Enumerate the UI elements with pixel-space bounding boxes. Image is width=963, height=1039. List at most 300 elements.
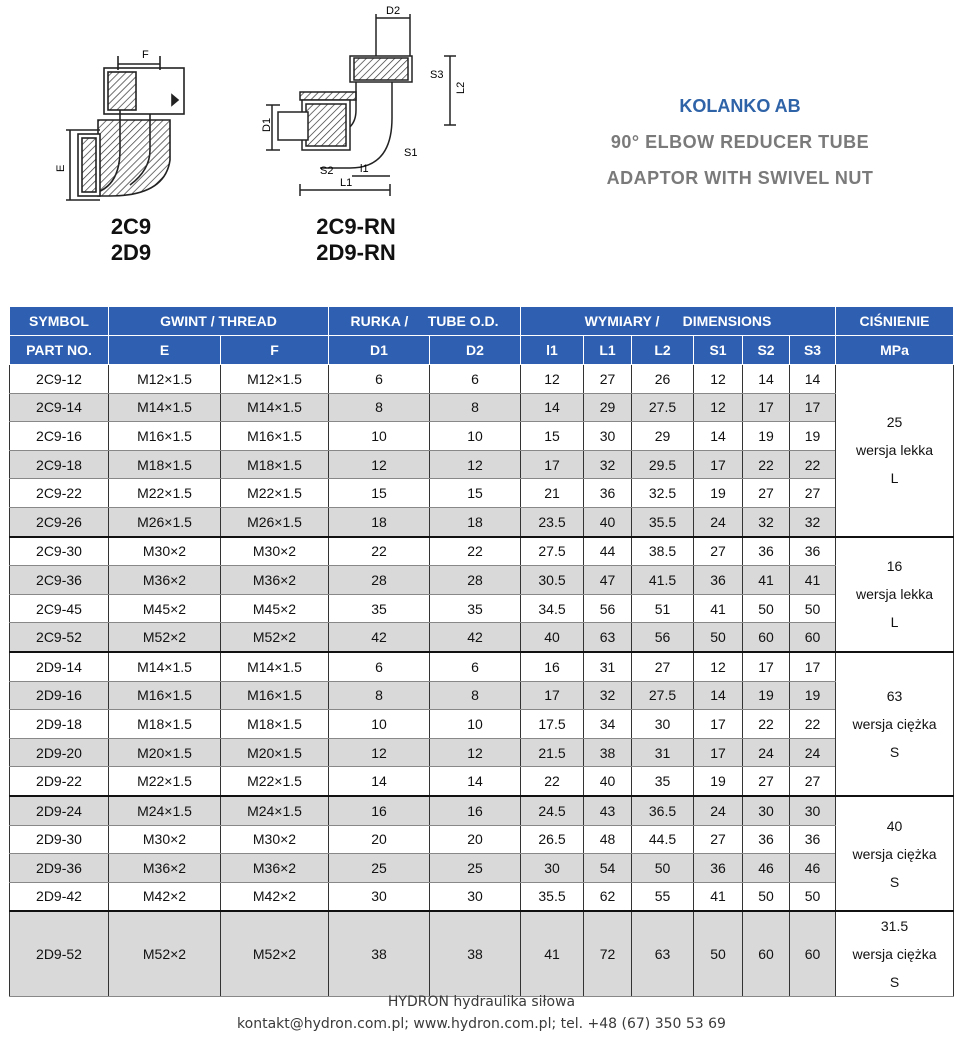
model-a-1: 2C9	[110, 214, 152, 239]
cell-dim-s1: 36	[694, 854, 743, 883]
spec-table	[9, 306, 954, 997]
cell-dim-l2: 44.5	[632, 825, 694, 854]
cell-dim-s1: 17	[694, 710, 743, 739]
table-row	[10, 623, 954, 652]
cell-dim-s1: 19	[694, 479, 743, 508]
cell-tube-d2: 30	[430, 882, 521, 911]
table-row	[10, 825, 954, 854]
cell-dim-l1-small: 21	[521, 479, 584, 508]
table-row	[10, 594, 954, 623]
cell-tube-d1: 22	[329, 537, 430, 566]
header-f: F	[221, 336, 329, 365]
cell-dim-s3: 22	[790, 710, 836, 739]
cell-dim-s2: 60	[743, 623, 790, 652]
cell-part-no: 2C9-14	[10, 393, 109, 422]
table-row	[10, 450, 954, 479]
label-e: E	[55, 164, 67, 172]
header-tube: RURKA / TUBE O.D.	[329, 307, 521, 336]
header-symbol: SYMBOL	[10, 307, 109, 336]
cell-dim-s1: 27	[694, 825, 743, 854]
pressure-code: L	[890, 614, 899, 631]
cell-dim-s3: 50	[790, 594, 836, 623]
cell-dim-l2: 51	[632, 594, 694, 623]
cell-tube-d2: 20	[430, 825, 521, 854]
cell-dim-l2: 41.5	[632, 566, 694, 595]
cell-dim-s3: 46	[790, 854, 836, 883]
cell-dim-l1: 29	[584, 393, 632, 422]
cell-tube-d2: 42	[430, 623, 521, 652]
cell-tube-d1: 10	[329, 422, 430, 451]
cell-dim-s2: 32	[743, 507, 790, 536]
cell-dim-l2: 27	[632, 652, 694, 681]
table-row	[10, 738, 954, 767]
cell-dim-l1: 72	[584, 911, 632, 997]
cell-tube-d1: 35	[329, 594, 430, 623]
cell-dim-l1: 40	[584, 507, 632, 536]
title-line-1: KOLANKO AB	[679, 96, 801, 116]
pressure-variant: wersja lekka	[856, 442, 934, 459]
cell-tube-d1: 25	[329, 854, 430, 883]
cell-dim-l1: 32	[584, 681, 632, 710]
cell-dim-l1-small: 41	[521, 911, 584, 997]
cell-tube-d2: 14	[430, 767, 521, 796]
cell-thread-f: M16×1.5	[221, 681, 329, 710]
cell-dim-l1: 43	[584, 796, 632, 825]
cell-thread-e: M42×2	[109, 882, 221, 911]
cell-dim-s3: 17	[790, 652, 836, 681]
drawing-2c9	[66, 56, 184, 200]
cell-dim-s3: 27	[790, 479, 836, 508]
cell-dim-l1: 63	[584, 623, 632, 652]
cell-part-no: 2D9-18	[10, 710, 109, 739]
pressure-variant: wersja ciężka	[852, 845, 937, 862]
model-a-2: 2D9	[110, 240, 152, 265]
cell-tube-d1: 14	[329, 767, 430, 796]
cell-tube-d2: 16	[430, 796, 521, 825]
cell-dim-l1-small: 17	[521, 681, 584, 710]
cell-tube-d2: 25	[430, 854, 521, 883]
header-row-1	[10, 307, 954, 336]
cell-dim-l1: 44	[584, 537, 632, 566]
cell-dim-l2: 35	[632, 767, 694, 796]
cell-dim-l1-small: 24.5	[521, 796, 584, 825]
cell-part-no: 2D9-16	[10, 681, 109, 710]
cell-tube-d2: 10	[430, 710, 521, 739]
cell-tube-d1: 18	[329, 507, 430, 536]
cell-dim-l1: 30	[584, 422, 632, 451]
cell-dim-l2: 32.5	[632, 479, 694, 508]
header-d2: D2	[430, 336, 521, 365]
cell-part-no: 2C9-16	[10, 422, 109, 451]
cell-dim-s2: 50	[743, 594, 790, 623]
cell-thread-f: M52×2	[221, 911, 329, 997]
cell-thread-f: M52×2	[221, 623, 329, 652]
cell-thread-e: M22×1.5	[109, 479, 221, 508]
cell-dim-s2: 36	[743, 825, 790, 854]
cell-dim-s2: 50	[743, 882, 790, 911]
cell-tube-d2: 15	[430, 479, 521, 508]
pressure-value: 63	[886, 687, 903, 704]
cell-part-no: 2D9-52	[10, 911, 109, 997]
label-s1: S1	[404, 147, 418, 159]
cell-dim-l1-small: 17	[521, 450, 584, 479]
cell-part-no: 2D9-42	[10, 882, 109, 911]
cell-dim-l1: 32	[584, 450, 632, 479]
cell-dim-s1: 14	[694, 422, 743, 451]
cell-dim-s3: 17	[790, 393, 836, 422]
cell-part-no: 2C9-52	[10, 623, 109, 652]
cell-thread-f: M30×2	[221, 825, 329, 854]
cell-dim-s3: 27	[790, 767, 836, 796]
cell-dim-l2: 50	[632, 854, 694, 883]
cell-dim-l1: 48	[584, 825, 632, 854]
cell-dim-s2: 17	[743, 393, 790, 422]
header-dimensions: WYMIARY / DIMENSIONS	[521, 307, 836, 336]
pressure-variant: wersja ciężka	[852, 715, 937, 732]
cell-dim-l1-small: 40	[521, 623, 584, 652]
cell-part-no: 2C9-45	[10, 594, 109, 623]
cell-dim-s2: 22	[743, 450, 790, 479]
header-s2: S2	[743, 336, 790, 365]
label-s2: S2	[320, 165, 334, 177]
cell-dim-l2: 55	[632, 882, 694, 911]
cell-tube-d2: 18	[430, 507, 521, 536]
cell-dim-l1-small: 23.5	[521, 507, 584, 536]
cell-thread-e: M30×2	[109, 537, 221, 566]
cell-thread-f: M22×1.5	[221, 767, 329, 796]
pressure-group	[836, 911, 954, 997]
cell-dim-s2: 46	[743, 854, 790, 883]
pressure-code: S	[889, 743, 900, 760]
cell-tube-d1: 10	[329, 710, 430, 739]
cell-dim-s3: 19	[790, 681, 836, 710]
cell-tube-d1: 30	[329, 882, 430, 911]
elbow-drawings-icon	[0, 0, 540, 290]
cell-tube-d1: 6	[329, 652, 430, 681]
cell-thread-f: M16×1.5	[221, 422, 329, 451]
header-mpa: MPa	[836, 336, 954, 365]
cell-tube-d1: 6	[329, 365, 430, 394]
cell-tube-d2: 38	[430, 911, 521, 997]
table-row	[10, 393, 954, 422]
cell-dim-l1: 31	[584, 652, 632, 681]
label-l2: L2	[455, 81, 467, 94]
cell-dim-s1: 36	[694, 566, 743, 595]
cell-dim-s1: 41	[694, 594, 743, 623]
cell-dim-l1: 36	[584, 479, 632, 508]
spec-table-body	[10, 365, 954, 997]
cell-dim-s1: 24	[694, 796, 743, 825]
cell-tube-d2: 6	[430, 652, 521, 681]
cell-dim-l2: 35.5	[632, 507, 694, 536]
cell-thread-e: M26×1.5	[109, 507, 221, 536]
pressure-variant: wersja lekka	[856, 586, 934, 603]
cell-dim-s1: 12	[694, 365, 743, 394]
pressure-group	[836, 796, 954, 911]
cell-dim-s1: 50	[694, 623, 743, 652]
cell-dim-l1-small: 30	[521, 854, 584, 883]
cell-part-no: 2D9-20	[10, 738, 109, 767]
cell-dim-s3: 50	[790, 882, 836, 911]
cell-tube-d2: 10	[430, 422, 521, 451]
cell-thread-e: M12×1.5	[109, 365, 221, 394]
cell-dim-s2: 36	[743, 537, 790, 566]
cell-tube-d1: 42	[329, 623, 430, 652]
table-row	[10, 911, 954, 997]
label-l1: L1	[340, 177, 353, 189]
cell-tube-d1: 8	[329, 393, 430, 422]
table-row	[10, 365, 954, 394]
header-thread: GWINT / THREAD	[109, 307, 329, 336]
label-d1: D1	[261, 117, 273, 132]
title-line-2: 90° ELBOW REDUCER TUBE	[610, 132, 870, 152]
pressure-group	[836, 652, 954, 796]
cell-dim-s2: 22	[743, 710, 790, 739]
cell-dim-s1: 50	[694, 911, 743, 997]
label-d2: D2	[386, 5, 401, 17]
cell-thread-e: M30×2	[109, 825, 221, 854]
cell-dim-s2: 27	[743, 479, 790, 508]
cell-thread-e: M14×1.5	[109, 652, 221, 681]
cell-tube-d1: 28	[329, 566, 430, 595]
cell-part-no: 2C9-26	[10, 507, 109, 536]
cell-dim-s1: 27	[694, 537, 743, 566]
cell-dim-l1-small: 12	[521, 365, 584, 394]
cell-tube-d1: 12	[329, 450, 430, 479]
cell-dim-l1: 27	[584, 365, 632, 394]
cell-tube-d1: 8	[329, 681, 430, 710]
table-row	[10, 537, 954, 566]
pressure-variant: wersja ciężka	[852, 946, 937, 963]
cell-dim-s3: 32	[790, 507, 836, 536]
cell-dim-s1: 17	[694, 738, 743, 767]
cell-dim-s3: 14	[790, 365, 836, 394]
cell-thread-f: M26×1.5	[221, 507, 329, 536]
header-e: E	[109, 336, 221, 365]
footer-company: HYDRON hydraulika siłowa	[387, 994, 576, 1010]
cell-tube-d2: 6	[430, 365, 521, 394]
pressure-code: S	[889, 873, 900, 890]
cell-part-no: 2D9-36	[10, 854, 109, 883]
cell-tube-d1: 20	[329, 825, 430, 854]
cell-dim-s3: 36	[790, 825, 836, 854]
cell-dim-s1: 24	[694, 507, 743, 536]
cell-dim-s1: 12	[694, 393, 743, 422]
header-l2: L2	[632, 336, 694, 365]
cell-dim-l2: 63	[632, 911, 694, 997]
cell-dim-l1-small: 15	[521, 422, 584, 451]
header-d1: D1	[329, 336, 430, 365]
table-row	[10, 710, 954, 739]
pressure-value: 16	[886, 558, 903, 575]
cell-thread-e: M18×1.5	[109, 710, 221, 739]
cell-dim-s1: 14	[694, 681, 743, 710]
cell-part-no: 2C9-22	[10, 479, 109, 508]
cell-dim-s2: 27	[743, 767, 790, 796]
cell-thread-e: M22×1.5	[109, 767, 221, 796]
cell-dim-s1: 12	[694, 652, 743, 681]
cell-dim-s3: 30	[790, 796, 836, 825]
cell-part-no: 2C9-30	[10, 537, 109, 566]
cell-thread-e: M52×2	[109, 623, 221, 652]
cell-dim-l1-small: 35.5	[521, 882, 584, 911]
cell-thread-f: M36×2	[221, 854, 329, 883]
pressure-code: L	[890, 470, 899, 487]
model-b-2: 2D9-RN	[316, 240, 396, 265]
header-part-no: PART NO.	[10, 336, 109, 365]
pressure-value: 31.5	[880, 918, 909, 935]
cell-thread-e: M14×1.5	[109, 393, 221, 422]
cell-dim-s2: 30	[743, 796, 790, 825]
cell-dim-s3: 19	[790, 422, 836, 451]
cell-dim-l2: 56	[632, 623, 694, 652]
cell-thread-e: M36×2	[109, 566, 221, 595]
cell-thread-f: M36×2	[221, 566, 329, 595]
cell-tube-d1: 15	[329, 479, 430, 508]
header-l1: L1	[584, 336, 632, 365]
cell-thread-e: M36×2	[109, 854, 221, 883]
cell-tube-d2: 28	[430, 566, 521, 595]
cell-dim-l2: 26	[632, 365, 694, 394]
cell-tube-d2: 8	[430, 393, 521, 422]
cell-dim-l1-small: 34.5	[521, 594, 584, 623]
cell-thread-f: M22×1.5	[221, 479, 329, 508]
cell-dim-s3: 24	[790, 738, 836, 767]
label-f: F	[142, 49, 149, 61]
label-s3: S3	[430, 69, 444, 81]
footer-contact: kontakt@hydron.com.pl; www.hydron.com.pl; tel. +48 (67) 350 53 69	[237, 1016, 726, 1032]
cell-thread-f: M30×2	[221, 537, 329, 566]
cell-thread-f: M18×1.5	[221, 450, 329, 479]
table-row	[10, 796, 954, 825]
table-row	[10, 422, 954, 451]
cell-dim-l1: 34	[584, 710, 632, 739]
header-s1: S1	[694, 336, 743, 365]
cell-dim-l1-small: 26.5	[521, 825, 584, 854]
technical-drawing	[0, 0, 540, 290]
model-labels-b	[296, 214, 416, 266]
cell-part-no: 2C9-18	[10, 450, 109, 479]
title-line-3: ADAPTOR WITH SWIVEL NUT	[606, 168, 874, 188]
cell-dim-s2: 24	[743, 738, 790, 767]
cell-tube-d2: 8	[430, 681, 521, 710]
cell-dim-l2: 29	[632, 422, 694, 451]
cell-dim-l1-small: 21.5	[521, 738, 584, 767]
table-row	[10, 507, 954, 536]
label-i1: l1	[360, 163, 369, 175]
header-s3: S3	[790, 336, 836, 365]
cell-tube-d2: 12	[430, 450, 521, 479]
cell-thread-f: M14×1.5	[221, 652, 329, 681]
cell-dim-l2: 38.5	[632, 537, 694, 566]
cell-dim-l1: 54	[584, 854, 632, 883]
cell-dim-l1: 47	[584, 566, 632, 595]
cell-part-no: 2D9-30	[10, 825, 109, 854]
table-row	[10, 854, 954, 883]
cell-dim-s2: 17	[743, 652, 790, 681]
cell-dim-s2: 14	[743, 365, 790, 394]
cell-part-no: 2C9-12	[10, 365, 109, 394]
cell-tube-d2: 35	[430, 594, 521, 623]
cell-dim-l2: 27.5	[632, 681, 694, 710]
pressure-value: 40	[886, 817, 903, 834]
pressure-group	[836, 365, 954, 537]
cell-dim-l1-small: 30.5	[521, 566, 584, 595]
cell-dim-s1: 41	[694, 882, 743, 911]
cell-dim-l2: 36.5	[632, 796, 694, 825]
table-row	[10, 681, 954, 710]
cell-thread-f: M14×1.5	[221, 393, 329, 422]
table-row	[10, 882, 954, 911]
cell-dim-s3: 60	[790, 911, 836, 997]
header-l1-small: l1	[521, 336, 584, 365]
cell-dim-l1: 62	[584, 882, 632, 911]
product-title	[540, 88, 940, 196]
cell-dim-s2: 60	[743, 911, 790, 997]
cell-dim-l1-small: 17.5	[521, 710, 584, 739]
cell-part-no: 2D9-14	[10, 652, 109, 681]
cell-dim-s2: 19	[743, 681, 790, 710]
cell-dim-s3: 22	[790, 450, 836, 479]
cell-dim-l2: 29.5	[632, 450, 694, 479]
table-row	[10, 767, 954, 796]
header-row-2	[10, 336, 954, 365]
cell-thread-f: M42×2	[221, 882, 329, 911]
model-labels-a	[96, 214, 166, 266]
cell-thread-f: M24×1.5	[221, 796, 329, 825]
cell-dim-l1-small: 16	[521, 652, 584, 681]
table-row	[10, 652, 954, 681]
cell-dim-l1-small: 14	[521, 393, 584, 422]
pressure-group	[836, 537, 954, 652]
cell-thread-e: M45×2	[109, 594, 221, 623]
model-b-1: 2C9-RN	[316, 214, 396, 239]
cell-tube-d1: 12	[329, 738, 430, 767]
cell-part-no: 2D9-24	[10, 796, 109, 825]
cell-dim-l2: 31	[632, 738, 694, 767]
cell-dim-s1: 19	[694, 767, 743, 796]
cell-dim-l2: 30	[632, 710, 694, 739]
pressure-value: 25	[886, 414, 903, 431]
cell-tube-d1: 38	[329, 911, 430, 997]
cell-thread-e: M16×1.5	[109, 681, 221, 710]
cell-dim-s2: 41	[743, 566, 790, 595]
cell-tube-d2: 22	[430, 537, 521, 566]
cell-dim-s3: 60	[790, 623, 836, 652]
cell-dim-l1: 38	[584, 738, 632, 767]
cell-dim-l1-small: 27.5	[521, 537, 584, 566]
cell-thread-e: M18×1.5	[109, 450, 221, 479]
header-pressure: CIŚNIENIE	[836, 307, 954, 336]
cell-part-no: 2C9-36	[10, 566, 109, 595]
cell-thread-f: M12×1.5	[221, 365, 329, 394]
pressure-code: S	[889, 974, 900, 991]
cell-thread-e: M24×1.5	[109, 796, 221, 825]
cell-dim-s3: 41	[790, 566, 836, 595]
cell-tube-d2: 12	[430, 738, 521, 767]
cell-dim-l1: 40	[584, 767, 632, 796]
cell-dim-s3: 36	[790, 537, 836, 566]
cell-dim-l1: 56	[584, 594, 632, 623]
table-row	[10, 479, 954, 508]
cell-dim-l2: 27.5	[632, 393, 694, 422]
cell-tube-d1: 16	[329, 796, 430, 825]
cell-dim-s1: 17	[694, 450, 743, 479]
cell-thread-f: M18×1.5	[221, 710, 329, 739]
cell-part-no: 2D9-22	[10, 767, 109, 796]
table-row	[10, 566, 954, 595]
cell-thread-f: M45×2	[221, 594, 329, 623]
